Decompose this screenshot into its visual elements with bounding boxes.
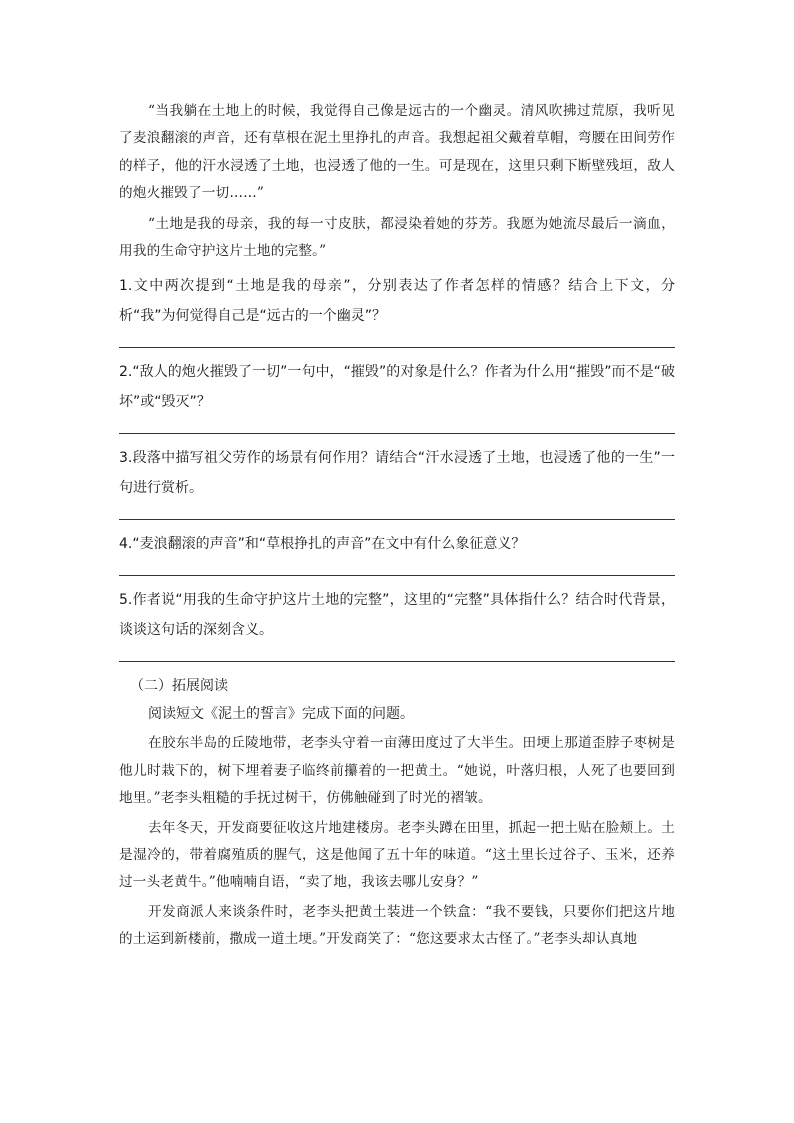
question-4: 4.“麦浪翻滚的声音”和“草根挣扎的声音”在文中有什么象征意义？ [119, 536, 526, 553]
story-paragraph-2: 去年冬天，开发商要征收这片地建楼房。老李头蹲在田里，抓起一把土贴在脸颊上。土是湿冷的，带着腐殖质的腥气，这是他闻了五十年的味道。“这土里长过谷子、玉米，还养过一头老黄牛。”他喃喃自语，“卖了地，我该去哪儿安身？” [119, 819, 675, 891]
answer-line-4[interactable] [119, 575, 675, 576]
answer-line-5[interactable] [119, 661, 675, 662]
answer-line-1[interactable] [119, 347, 675, 348]
answer-line-2[interactable] [119, 433, 675, 434]
answer-line-3[interactable] [119, 519, 675, 520]
section-intro: 阅读短文《泥土的誓言》完成下面的问题。 [148, 706, 414, 723]
reading-paragraph-2: “土地是我的母亲，我的每一寸皮肤，都浸染着她的芬芳。我愿为她流尽最后一滴血，用我的生命守护这片土地的完整。” [119, 215, 675, 260]
story-paragraph-1: 在胶东半岛的丘陵地带，老李头守着一亩薄田度过了大半生。田埂上那道歪脖子枣树是他儿时栽下的，树下埋着妻子临终前攥着的一把黄土。“她说，叶落归根，人死了也要回到地里。”老李头粗糙的手抚过树干，仿佛触碰到了时光的褶皱。 [119, 735, 675, 807]
question-1: 1.文中两次提到“土地是我的母亲”，分别表达了作者怎样的情感？结合上下文，分析“我”为何觉得自己是“远古的一个幽灵”？ [119, 278, 675, 325]
reading-paragraph-1: “当我躺在土地上的时候，我觉得自己像是远古的一个幽灵。清风吹拂过荒原，我听见了麦浪翻滚的声音，还有草根在泥土里挣扎的声音。我想起祖父戴着草帽，弯腰在田间劳作的样子，他的汗水浸透了土地，也浸透了他的一生。可是现在，这里只剩下断壁残垣，敌人的炮火摧毁了一切……” [119, 103, 675, 202]
question-5: 5.作者说“用我的生命守护这片土地的完整”，这里的“完整”具体指什么？结合时代背景，谈谈这句话的深刻含义。 [119, 592, 675, 639]
question-3: 3.段落中描写祖父劳作的场景有何作用？请结合“汗水浸透了土地，也浸透了他的一生”一句进行赏析。 [119, 450, 675, 497]
document-content [119, 98, 675, 954]
section-title: （二）拓展阅读 [130, 678, 228, 695]
story-paragraph-3: 开发商派人来谈条件时，老李头把黄土装进一个铁盒：“我不要钱，只要你们把这片地的土运到新楼前，撒成一道土埂。”开发商笑了：“您这要求太古怪了。”老李头却认真地 [119, 903, 675, 948]
question-2: 2.“敌人的炮火摧毁了一切”一句中，“摧毁”的对象是什么？作者为什么用“摧毁”而不是“破坏”或“毁灭”？ [119, 364, 675, 411]
